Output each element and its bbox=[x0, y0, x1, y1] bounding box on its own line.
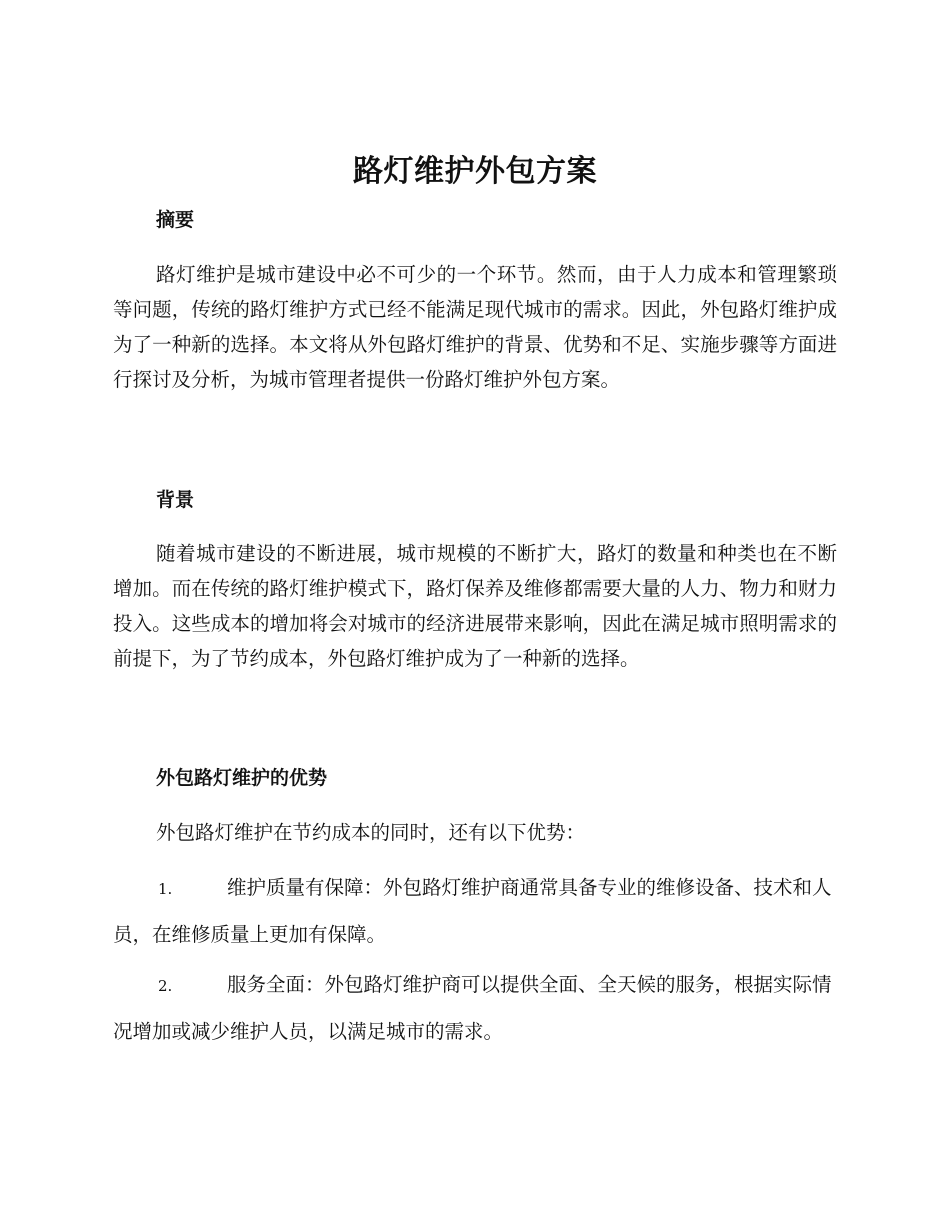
list-item bbox=[113, 865, 837, 958]
list-item-text: 维护质量有保障：外包路灯维护商通常具备专业的维修设备、技术和人员，在维修质量上更加有保障。 bbox=[113, 876, 832, 946]
abstract-paragraph: 路灯维护是城市建设中必不可少的一个环节。然而，由于人力成本和管理繁琐等问题，传统的路灯维护方式已经不能满足现代城市的需求。因此，外包路灯维护成为了一种新的选择。本文将从外包路灯维护的背景、优势和不足、实施步骤等方面进行探讨及分析，为城市管理者提供一份路灯维护外包方案。 bbox=[113, 263, 837, 391]
section-heading-abstract: 摘要 bbox=[156, 209, 195, 231]
section-heading-background: 背景 bbox=[156, 489, 195, 511]
advantages-intro: 外包路灯维护在节约成本的同时，还有以下优势： bbox=[156, 821, 586, 844]
document-title: 路灯维护外包方案 bbox=[353, 154, 597, 189]
list-item-number: 2. bbox=[158, 977, 173, 995]
list-item-text: 服务全面：外包路灯维护商可以提供全面、全天候的服务，根据实际情况增加或减少维护人员，以满足城市的需求。 bbox=[113, 973, 832, 1043]
background-paragraph: 随着城市建设的不断进展，城市规模的不断扩大，路灯的数量和种类也在不断增加。而在传统的路灯维护模式下，路灯保养及维修都需要大量的人力、物力和财力投入。这些成本的增加将会对城市的经济进展带来影响，因此在满足城市照明需求的前提下，为了节约成本，外包路灯维护成为了一种新的选择。 bbox=[113, 542, 837, 670]
list-item bbox=[113, 962, 837, 1055]
section-heading-advantages: 外包路灯维护的优势 bbox=[156, 767, 328, 789]
list-item-number: 1. bbox=[158, 880, 173, 898]
